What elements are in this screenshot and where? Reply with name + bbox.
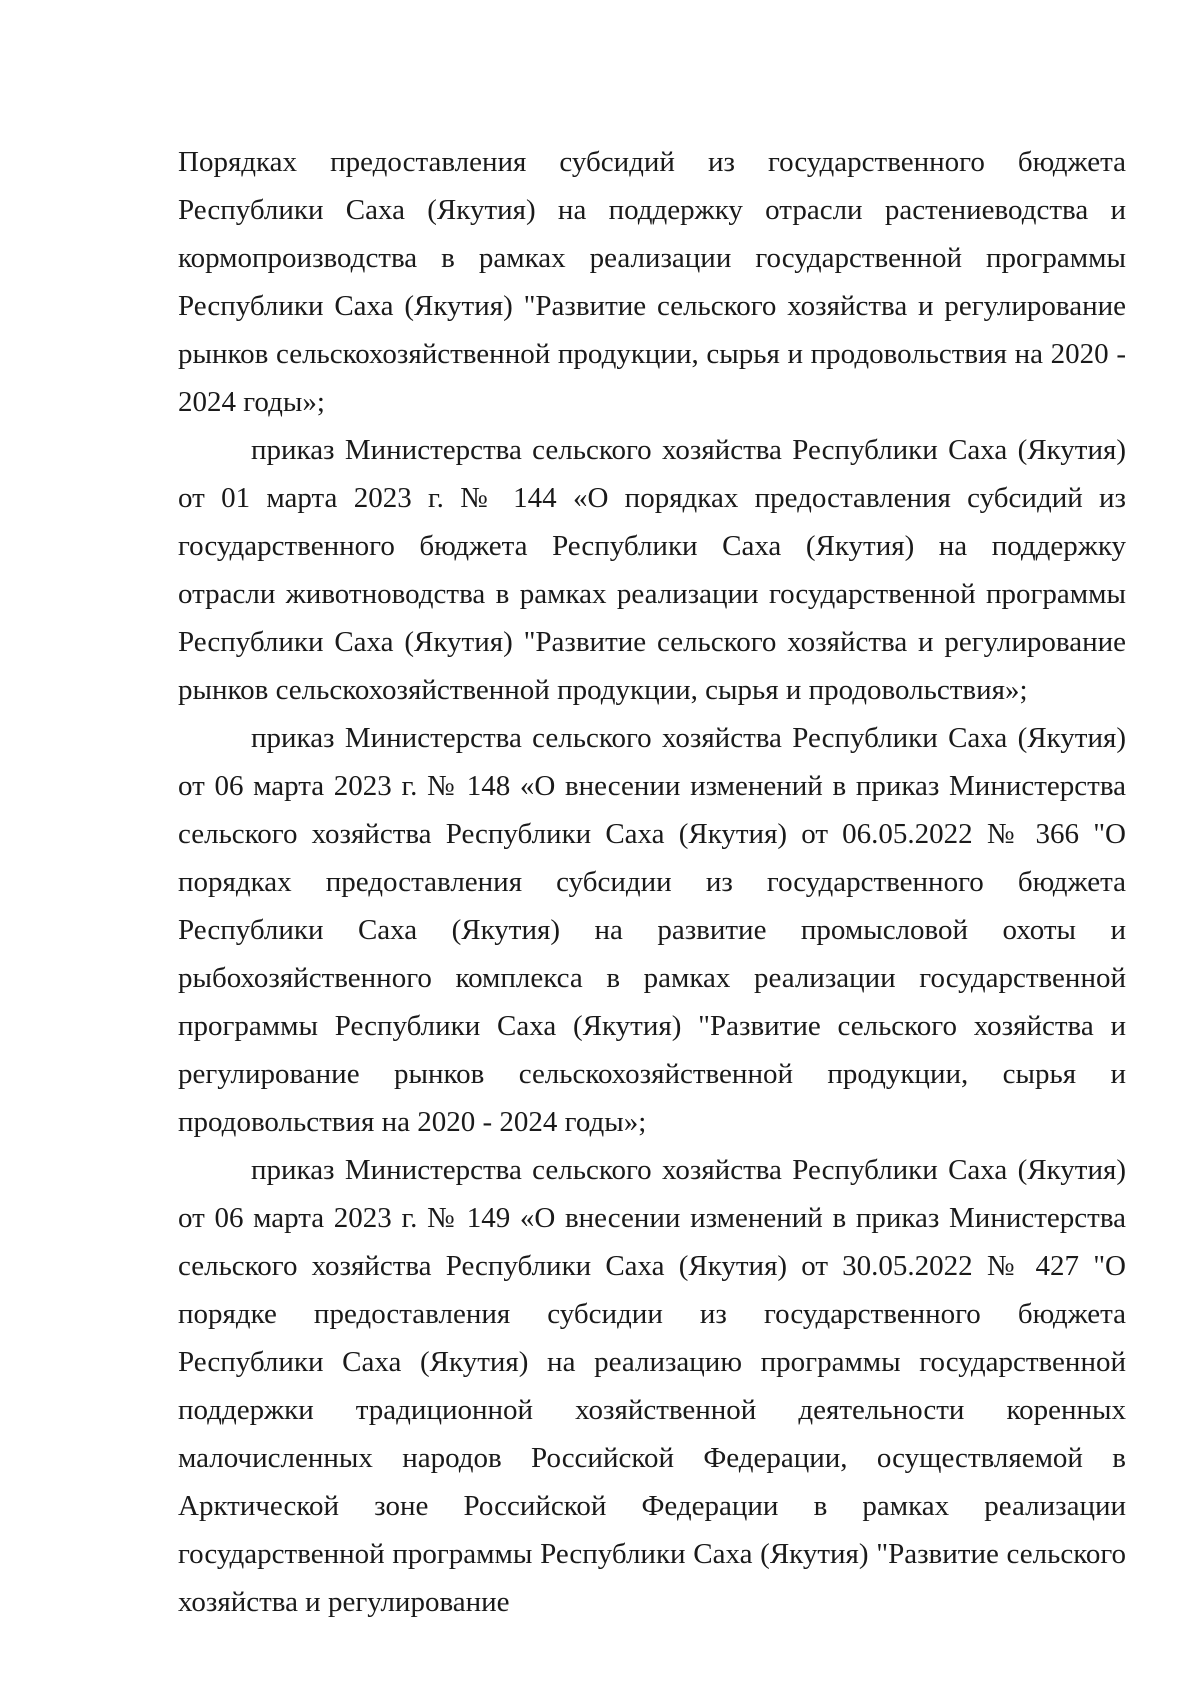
paragraph-order-148: приказ Министерства сельского хозяйства Республики Саха (Якутия) от 06 марта 2023 г. № 148 «О внесении изменений в приказ Министерства сельского хозяйства Республики Саха (Якутия) от 06.05.2022 № 366 "О порядках предоставления субсидии из государственного бюджета Республики Саха (Якутия) на развитие промысловой охоты и рыбохозяйственного комплекса в рамках реализации государственной программы Республики Саха (Якутия) "Развитие сельского хозяйства и регулирование рынков сельскохозяйственной продукции, сырья и продовольствия на 2020 - 2024 годы»; [178,722,1126,1138]
document-body [178,138,1126,1626]
paragraph-continuation: Порядках предоставления субсидий из государственного бюджета Республики Саха (Якутия) на поддержку отрасли растениеводства и кормопроизводства в рамках реализации государственной программы Республики Саха (Якутия) "Развитие сельского хозяйства и регулирование рынков сельскохозяйственной продукции, сырья и продовольствия на 2020 - 2024 годы»; [178,146,1126,418]
paragraph-order-144: приказ Министерства сельского хозяйства Республики Саха (Якутия) от 01 марта 2023 г. № 144 «О порядках предоставления субсидий из государственного бюджета Республики Саха (Якутия) на поддержку отрасли животноводства в рамках реализации государственной программы Республики Саха (Якутия) "Развитие сельского хозяйства и регулирование рынков сельскохозяйственной продукции, сырья и продовольствия»; [178,434,1126,706]
paragraph-order-149: приказ Министерства сельского хозяйства Республики Саха (Якутия) от 06 марта 2023 г. № 149 «О внесении изменений в приказ Министерства сельского хозяйства Республики Саха (Якутия) от 30.05.2022 № 427 "О порядке предоставления субсидии из государственного бюджета Республики Саха (Якутия) на реализацию программы государственной поддержки традиционной хозяйственной деятельности коренных малочисленных народов Российской Федерации, осуществляемой в Арктической зоне Российской Федерации в рамках реализации государственной программы Республики Саха (Якутия) "Развитие сельского хозяйства и регулирование [178,1154,1126,1618]
